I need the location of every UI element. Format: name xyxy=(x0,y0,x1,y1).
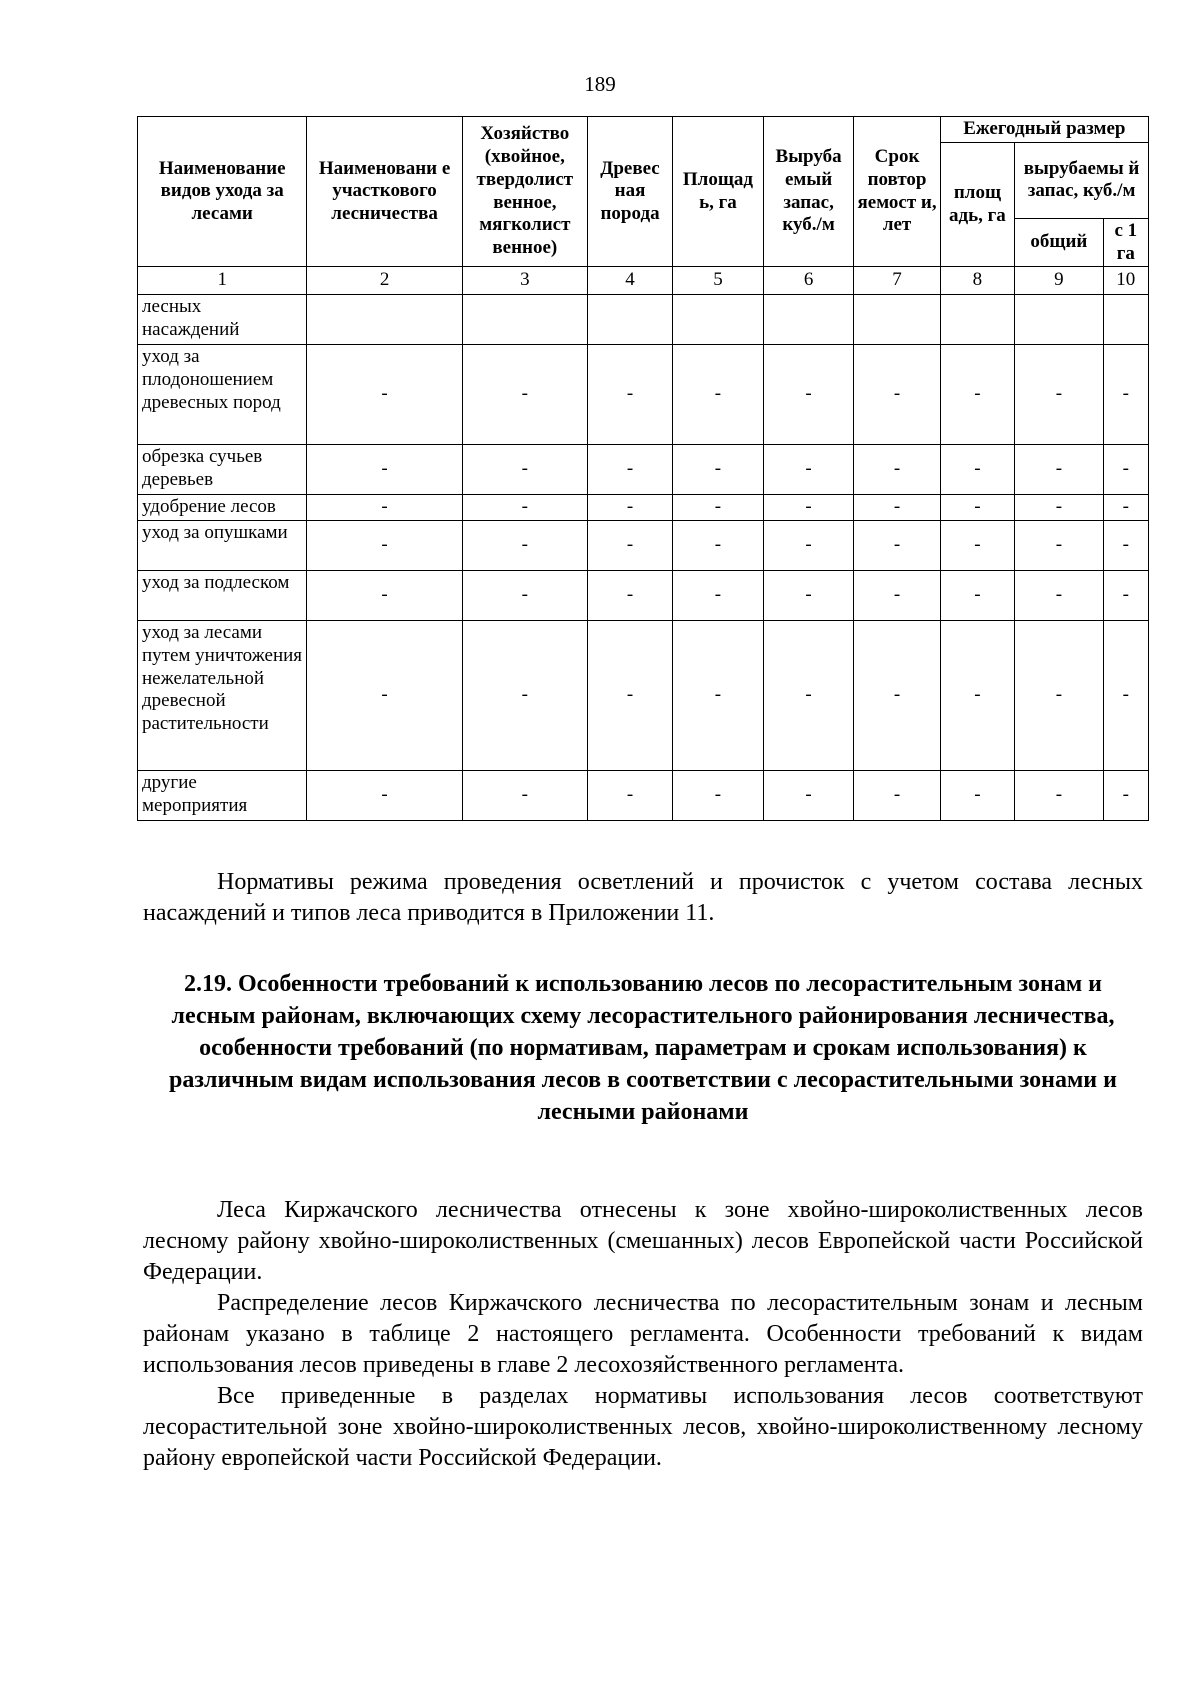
table-cell: - xyxy=(587,445,672,495)
table-cell: - xyxy=(1103,345,1148,445)
header-care-type: Наименование видов ухода за лесами xyxy=(138,117,307,267)
table-cell: - xyxy=(307,570,462,620)
table-cell xyxy=(940,295,1014,345)
table-cell: - xyxy=(462,495,587,521)
table-row xyxy=(138,570,1149,620)
paragraph-2: Распределение лесов Киржачского лесничества по лесорастительным зонам и лесным районам указано в таблице 2 настоящего регламента. Особенности требований к видам использования лесов приведены в главе 2 лесохозяйственного регламента. xyxy=(143,1290,1143,1378)
care-type-cell: удобрение лесов xyxy=(138,495,307,521)
column-number: 5 xyxy=(673,267,764,295)
table-cell: - xyxy=(1015,495,1103,521)
section-heading: 2.19. Особенности требований к использованию лесов по лесорастительным зонам и лесным районам, включающих схему лесорастительного районирования лесничества, особенности требований (по нормативам, параметрам и срокам использования) к различным видам использования лесов в соответствии с лесорастительными зонами и лесными районами xyxy=(169,971,1117,1125)
table-cell: - xyxy=(854,445,940,495)
table-cell: - xyxy=(940,770,1014,820)
table-cell: - xyxy=(1103,495,1148,521)
table-row xyxy=(138,445,1149,495)
table-cell: - xyxy=(763,770,854,820)
table-cell: - xyxy=(940,345,1014,445)
header-area: Площад ь, га xyxy=(673,117,764,267)
table-cell: - xyxy=(763,495,854,521)
header-felled-stock: Выруба емый запас, куб./м xyxy=(763,117,854,267)
header-repeat-period: Срок повтор яемост и, лет xyxy=(854,117,940,267)
table-cell: - xyxy=(307,520,462,570)
table-cell: - xyxy=(1103,620,1148,770)
header-economy: Хозяйство (хвойное, твердолист венное, мягколист венное) xyxy=(462,117,587,267)
table-cell: - xyxy=(940,520,1014,570)
column-number: 4 xyxy=(587,267,672,295)
column-number: 3 xyxy=(462,267,587,295)
header-stock-per-ha: с 1 га xyxy=(1103,218,1148,267)
column-number: 9 xyxy=(1015,267,1103,295)
table-cell: - xyxy=(462,520,587,570)
table-cell: - xyxy=(940,445,1014,495)
table-cell xyxy=(307,295,462,345)
table-cell: - xyxy=(673,770,764,820)
header-species: Древес ная порода xyxy=(587,117,672,267)
table-cell: - xyxy=(587,570,672,620)
table-cell: - xyxy=(1015,520,1103,570)
header-annual-size: Ежегодный размер xyxy=(940,117,1148,143)
table-cell: - xyxy=(587,520,672,570)
table-cell: - xyxy=(1015,770,1103,820)
table-cell xyxy=(763,295,854,345)
table-cell: - xyxy=(462,770,587,820)
table-cell: - xyxy=(673,620,764,770)
table-cell: - xyxy=(940,495,1014,521)
page-number: 189 xyxy=(584,72,616,96)
table-cell: - xyxy=(854,570,940,620)
table-cell: - xyxy=(940,570,1014,620)
care-type-cell: уход за лесами путем уничтожения нежелательной древесной растительности xyxy=(138,620,307,770)
table-cell: - xyxy=(587,620,672,770)
paragraph-1: Леса Киржачского лесничества отнесены к зоне хвойно-широколиственных лесов лесному району хвойно-широколиственных (смешанных) лесов Европейской части Российской Федерации. xyxy=(143,1197,1143,1285)
table-cell: - xyxy=(854,520,940,570)
table-cell: - xyxy=(587,345,672,445)
table-row xyxy=(138,345,1149,445)
care-type-cell: уход за плодоношением древесных пород xyxy=(138,345,307,445)
table-cell: - xyxy=(940,620,1014,770)
table-cell: - xyxy=(587,770,672,820)
table-cell: - xyxy=(1103,520,1148,570)
header-district: Наименовани е участкового лесничества xyxy=(307,117,462,267)
table-cell: - xyxy=(854,345,940,445)
header-annual-stock: вырубаемы й запас, куб./м xyxy=(1015,142,1149,218)
table-cell: - xyxy=(763,570,854,620)
table-cell: - xyxy=(673,520,764,570)
table-row xyxy=(138,620,1149,770)
table-row xyxy=(138,495,1149,521)
table-row xyxy=(138,295,1149,345)
table-cell xyxy=(854,295,940,345)
column-number: 1 xyxy=(138,267,307,295)
table-cell: - xyxy=(1015,345,1103,445)
table-cell: - xyxy=(673,495,764,521)
table-cell xyxy=(587,295,672,345)
header-annual-area: площ адь, га xyxy=(940,142,1014,267)
table-cell xyxy=(462,295,587,345)
table-cell xyxy=(1103,295,1148,345)
table-cell xyxy=(1015,295,1103,345)
table-cell: - xyxy=(763,345,854,445)
column-number: 10 xyxy=(1103,267,1148,295)
care-type-cell: лесных насаждений xyxy=(138,295,307,345)
table-cell: - xyxy=(854,495,940,521)
table-cell: - xyxy=(673,570,764,620)
table-row xyxy=(138,770,1149,820)
care-type-cell: уход за опушками xyxy=(138,520,307,570)
column-number: 2 xyxy=(307,267,462,295)
table-cell: - xyxy=(763,445,854,495)
column-number: 7 xyxy=(854,267,940,295)
table-cell: - xyxy=(673,345,764,445)
table-cell: - xyxy=(854,770,940,820)
table-cell: - xyxy=(307,345,462,445)
table-cell xyxy=(673,295,764,345)
table-cell: - xyxy=(587,495,672,521)
table-cell: - xyxy=(1015,570,1103,620)
table-cell: - xyxy=(1103,770,1148,820)
table-cell: - xyxy=(763,620,854,770)
care-type-cell: другие мероприятия xyxy=(138,770,307,820)
table-cell: - xyxy=(1015,620,1103,770)
table-cell: - xyxy=(854,620,940,770)
forest-care-table xyxy=(137,116,1149,821)
table-cell: - xyxy=(307,445,462,495)
care-type-cell: обрезка сучьев деревьев xyxy=(138,445,307,495)
table-cell: - xyxy=(307,620,462,770)
table-cell: - xyxy=(1103,570,1148,620)
table-row xyxy=(138,520,1149,570)
table-cell: - xyxy=(1015,445,1103,495)
body-text xyxy=(143,1195,1143,1474)
care-type-cell: уход за подлеском xyxy=(138,570,307,620)
column-numbers-row xyxy=(138,267,1149,295)
table-cell: - xyxy=(307,770,462,820)
table-cell: - xyxy=(462,445,587,495)
column-number: 6 xyxy=(763,267,854,295)
paragraph-3: Все приведенные в разделах нормативы использования лесов соответствуют лесорастительной зоне хвойно-широколиственных лесов, хвойно-широколиственному лесному району европейской части Российской Федерации. xyxy=(143,1383,1143,1471)
table-cell: - xyxy=(673,445,764,495)
table-cell: - xyxy=(763,520,854,570)
header-stock-total: общий xyxy=(1015,218,1103,267)
table-cell: - xyxy=(462,620,587,770)
column-number: 8 xyxy=(940,267,1014,295)
paragraph-after-table: Нормативы режима проведения осветлений и прочисток с учетом состава лесных насаждений и типов леса приводится в Приложении 11. xyxy=(143,869,1143,926)
table-cell: - xyxy=(462,345,587,445)
table-cell: - xyxy=(307,495,462,521)
table-cell: - xyxy=(1103,445,1148,495)
table-cell: - xyxy=(462,570,587,620)
